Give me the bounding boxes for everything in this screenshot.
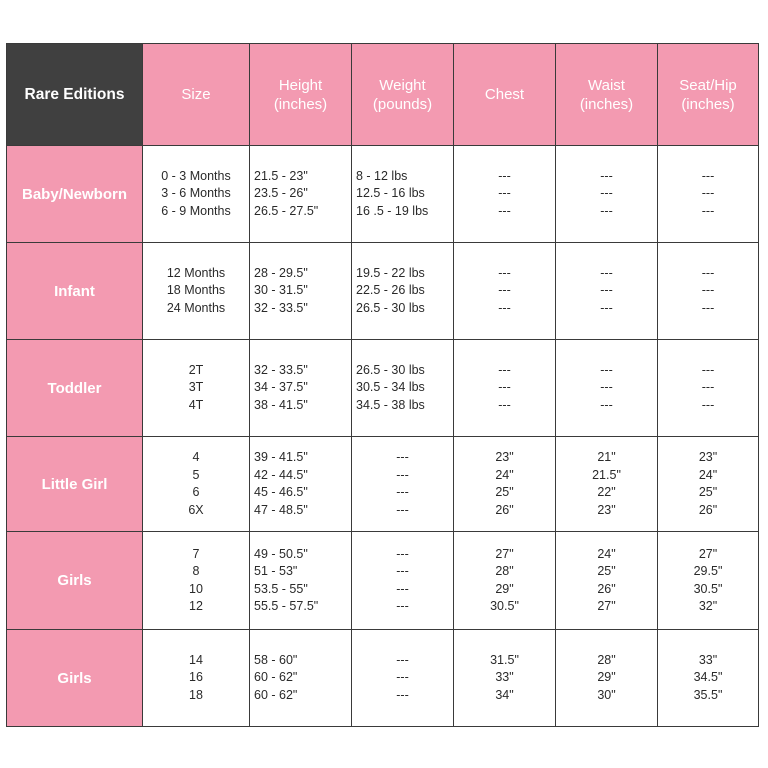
waist-cell-value: ---: [600, 362, 613, 377]
size-chart-body: [7, 146, 759, 727]
size-cell: [143, 437, 250, 532]
size-cell-value: 6 - 9 Months: [161, 203, 231, 218]
size-cell-value: 6: [192, 485, 200, 499]
seat-hip-cell-value: ---: [701, 362, 715, 377]
size-cell-value: 7: [192, 546, 200, 561]
chest-cell: [454, 340, 556, 437]
size-chart-table: [6, 43, 759, 727]
height-header-line2: (inches): [273, 95, 328, 113]
seat-hip-cell: [658, 630, 759, 727]
seat-hip-cell-value: 32": [698, 599, 718, 613]
weight-cell-value: 16 .5 - 19 lbs: [356, 203, 429, 218]
height-cell-value: 45 - 46.5": [254, 485, 308, 499]
waist-cell: [556, 146, 658, 243]
chest-cell-value: ---: [498, 203, 511, 218]
size-cell-value: 24 Months: [166, 300, 226, 315]
size-cell: [143, 340, 250, 437]
waist-cell-value: 28": [597, 652, 616, 667]
chest-cell: [454, 532, 556, 630]
chest-cell-value: ---: [498, 186, 511, 201]
waist-cell-value: ---: [600, 168, 613, 183]
size-cell-value: 12 Months: [166, 265, 226, 280]
height-cell-value: 32 - 33.5": [254, 362, 308, 377]
waist-cell-value: ---: [600, 300, 613, 315]
size-cell-value: 0 - 3 Months: [161, 168, 231, 183]
height-header-line1: Height: [278, 76, 323, 94]
size-cell-value: 6X: [188, 502, 204, 517]
weight-cell-value: 30.5 - 34 lbs: [356, 380, 425, 395]
size-group-label: Girls: [7, 532, 143, 630]
seat-hip-cell: [658, 437, 759, 532]
weight-header-line2: (pounds): [372, 95, 433, 113]
chest-cell-value: 23": [495, 450, 514, 464]
chest-cell: [454, 243, 556, 340]
height-cell: [250, 243, 352, 340]
table-row: [7, 630, 759, 727]
waist-cell: [556, 630, 658, 727]
size-cell: [143, 532, 250, 630]
seat-hip-cell-value: 24": [698, 467, 718, 482]
waist-cell-value: 30": [597, 687, 616, 702]
weight-cell-value: 8 - 12 lbs: [356, 168, 408, 183]
weight-cell-value: ---: [396, 687, 409, 702]
weight-cell: [352, 532, 454, 630]
waist-cell-value: 22": [597, 485, 616, 499]
size-cell-value: 10: [189, 581, 203, 596]
size-cell-value: 18 Months: [166, 283, 226, 298]
height-cell-value: 28 - 29.5": [254, 265, 308, 280]
weight-cell-value: 22.5 - 26 lbs: [356, 283, 425, 298]
waist-cell-value: ---: [600, 203, 613, 218]
chest-cell-value: 26": [495, 502, 514, 517]
seat-hip-cell-value: 23": [698, 450, 718, 464]
seat-hip-header-line1: Seat/Hip: [679, 76, 737, 94]
chest-cell-value: 29": [495, 581, 514, 596]
height-cell-value: 60 - 62": [254, 687, 298, 702]
size-cell-value: 16: [189, 670, 203, 685]
weight-cell-value: ---: [396, 599, 409, 613]
waist-cell-value: ---: [600, 186, 613, 201]
size-group-label: Toddler: [7, 340, 143, 437]
waist-cell: [556, 243, 658, 340]
weight-header: [352, 44, 454, 146]
chest-cell-value: 30.5": [490, 599, 519, 613]
seat-hip-cell-value: 30.5": [693, 581, 723, 596]
waist-cell: [556, 532, 658, 630]
weight-cell-value: ---: [396, 652, 409, 667]
weight-cell-value: ---: [396, 670, 409, 685]
size-cell-value: 2T: [188, 362, 204, 377]
height-cell-value: 49 - 50.5": [254, 546, 308, 561]
height-cell-value: 51 - 53": [254, 564, 298, 578]
height-cell-value: 38 - 41.5": [254, 397, 308, 412]
waist-cell-value: ---: [600, 380, 613, 395]
height-cell: [250, 146, 352, 243]
weight-cell: [352, 630, 454, 727]
weight-cell: [352, 243, 454, 340]
chest-cell-value: 28": [495, 564, 514, 578]
height-cell-value: 32 - 33.5": [254, 300, 308, 315]
table-row: [7, 437, 759, 532]
waist-cell-value: ---: [600, 265, 613, 280]
size-group-label: Infant: [7, 243, 143, 340]
height-header: [250, 44, 352, 146]
waist-header: [556, 44, 658, 146]
seat-hip-cell-value: ---: [701, 283, 715, 298]
waist-cell-value: 26": [597, 581, 616, 596]
seat-hip-cell-value: 34.5": [693, 670, 723, 685]
size-group-label: Girls: [7, 630, 143, 727]
height-cell: [250, 532, 352, 630]
seat-hip-cell-value: 35.5": [693, 687, 723, 702]
chest-cell-value: 27": [495, 546, 514, 561]
chest-cell: [454, 630, 556, 727]
size-group-label: Little Girl: [7, 437, 143, 532]
weight-cell-value: ---: [396, 485, 409, 499]
size-header: Size: [143, 44, 250, 146]
weight-cell-value: ---: [396, 546, 409, 561]
seat-hip-cell-value: ---: [701, 186, 715, 201]
waist-cell-value: 21.5": [592, 467, 621, 482]
seat-hip-cell-value: ---: [701, 397, 715, 412]
weight-cell-value: 26.5 - 30 lbs: [356, 362, 425, 377]
seat-hip-cell-value: 25": [698, 485, 718, 499]
height-cell: [250, 630, 352, 727]
seat-hip-cell-value: ---: [701, 300, 715, 315]
height-cell-value: 53.5 - 55": [254, 581, 308, 596]
seat-hip-header-line2: (inches): [681, 95, 735, 113]
weight-cell-value: ---: [396, 502, 409, 517]
waist-cell-value: 29": [597, 670, 616, 685]
chest-cell-value: 34": [495, 687, 514, 702]
size-cell-value: 4: [192, 450, 200, 464]
weight-header-line1: Weight: [379, 76, 426, 94]
height-cell-value: 47 - 48.5": [254, 502, 308, 517]
waist-cell: [556, 340, 658, 437]
height-cell-value: 42 - 44.5": [254, 467, 308, 482]
weight-cell-value: ---: [396, 564, 409, 578]
table-row: [7, 532, 759, 630]
height-cell-value: 21.5 - 23": [254, 168, 308, 183]
size-cell-value: 3 - 6 Months: [161, 186, 231, 201]
chest-cell-value: ---: [498, 397, 511, 412]
waist-cell-value: 24": [597, 546, 616, 561]
size-cell-value: 18: [189, 687, 203, 702]
seat-hip-cell: [658, 340, 759, 437]
seat-hip-cell-value: ---: [701, 380, 715, 395]
weight-cell-value: 26.5 - 30 lbs: [356, 300, 425, 315]
seat-hip-cell: [658, 146, 759, 243]
weight-cell-value: 34.5 - 38 lbs: [356, 397, 425, 412]
seat-hip-cell: [658, 243, 759, 340]
header-row: [7, 44, 759, 146]
brand-header: Rare Editions: [7, 44, 143, 146]
weight-cell-value: 12.5 - 16 lbs: [356, 186, 425, 201]
height-cell-value: 39 - 41.5": [254, 450, 308, 464]
seat-hip-cell-value: 26": [698, 502, 718, 517]
waist-cell-value: 21": [597, 450, 616, 464]
chest-cell: [454, 437, 556, 532]
size-cell: [143, 630, 250, 727]
weight-cell-value: ---: [396, 450, 409, 464]
size-cell-value: 14: [189, 652, 203, 667]
size-cell-value: 12: [189, 599, 203, 613]
chest-cell-value: 24": [495, 467, 514, 482]
chest-cell-value: ---: [498, 265, 511, 280]
table-row: [7, 146, 759, 243]
size-cell: [143, 146, 250, 243]
height-cell-value: 60 - 62": [254, 670, 298, 685]
chest-cell-value: ---: [498, 380, 511, 395]
height-cell-value: 58 - 60": [254, 652, 298, 667]
size-cell-value: 3T: [188, 380, 204, 395]
size-cell-value: 5: [192, 467, 200, 482]
height-cell: [250, 437, 352, 532]
weight-cell-value: ---: [396, 581, 409, 596]
waist-cell-value: 25": [597, 564, 616, 578]
seat-hip-cell: [658, 532, 759, 630]
seat-hip-cell-value: 27": [698, 546, 718, 561]
size-cell-value: 8: [192, 564, 200, 578]
seat-hip-cell-value: ---: [701, 168, 715, 183]
chest-cell: [454, 146, 556, 243]
table-row: [7, 243, 759, 340]
height-cell-value: 55.5 - 57.5": [254, 599, 319, 613]
height-cell: [250, 340, 352, 437]
waist-cell-value: 23": [597, 502, 616, 517]
weight-cell-value: 19.5 - 22 lbs: [356, 265, 425, 280]
weight-cell: [352, 437, 454, 532]
table-row: [7, 340, 759, 437]
chest-header: Chest: [454, 44, 556, 146]
chest-cell-value: ---: [498, 283, 511, 298]
chest-cell-value: ---: [498, 300, 511, 315]
size-cell: [143, 243, 250, 340]
seat-hip-cell-value: 33": [698, 652, 718, 667]
seat-hip-cell-value: ---: [701, 203, 715, 218]
waist-header-line1: Waist: [588, 76, 625, 94]
weight-cell-value: ---: [396, 467, 409, 482]
waist-header-line2: (inches): [579, 95, 634, 113]
chest-cell-value: 33": [495, 670, 514, 685]
height-cell-value: 30 - 31.5": [254, 283, 308, 298]
waist-cell-value: 27": [597, 599, 616, 613]
seat-hip-cell-value: 29.5": [693, 564, 723, 578]
weight-cell: [352, 146, 454, 243]
height-cell-value: 34 - 37.5": [254, 380, 308, 395]
size-cell-value: 4T: [188, 397, 204, 412]
height-cell-value: 26.5 - 27.5": [254, 203, 319, 218]
waist-cell-value: ---: [600, 397, 613, 412]
chest-cell-value: ---: [498, 168, 511, 183]
chest-cell-value: 25": [495, 485, 514, 499]
weight-cell: [352, 340, 454, 437]
chest-cell-value: ---: [498, 362, 511, 377]
chest-cell-value: 31.5": [490, 652, 519, 667]
waist-cell-value: ---: [600, 283, 613, 298]
waist-cell: [556, 437, 658, 532]
size-group-label: Baby/Newborn: [7, 146, 143, 243]
height-cell-value: 23.5 - 26": [254, 186, 308, 201]
seat-hip-cell-value: ---: [701, 265, 715, 280]
seat-hip-header: [658, 44, 759, 146]
